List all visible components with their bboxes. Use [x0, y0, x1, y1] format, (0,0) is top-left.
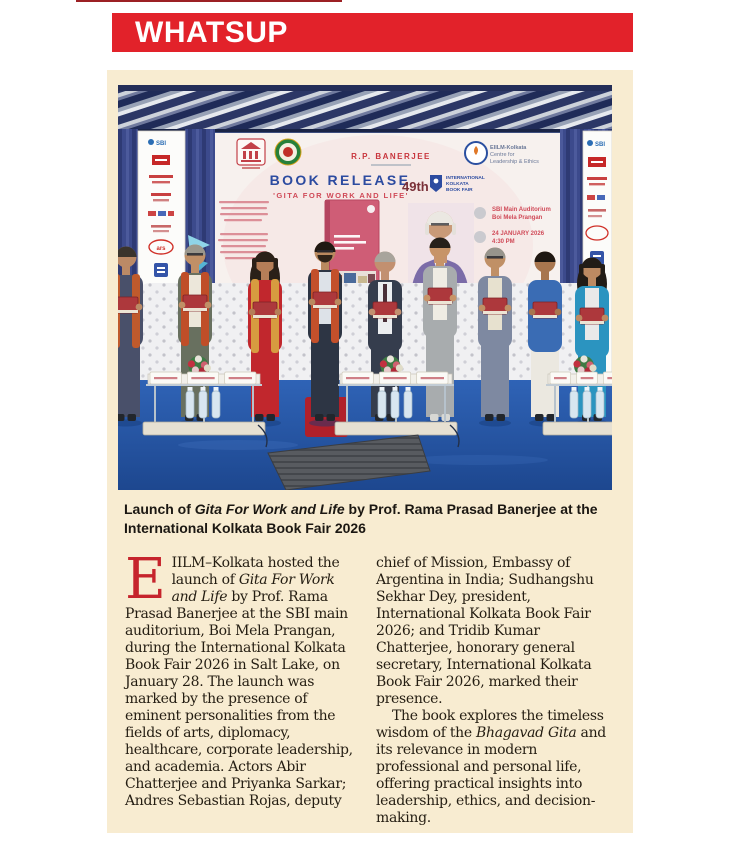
sbi-logo-left: SBI: [156, 141, 167, 147]
event-photo: [118, 85, 612, 490]
venue-line-1: SBI Main Auditorium: [492, 207, 551, 213]
host-line-1: EIILM-Kolkata: [490, 145, 527, 151]
venue-line-2: Boi Mela Prangan: [492, 215, 543, 221]
fair-name-1: INTERNATIONAL: [446, 176, 485, 181]
drop-cap: E: [125, 547, 166, 612]
article-body: [125, 547, 619, 827]
col1-text-2: by Prof. Rama Prasad Banerjee at the SBI main auditorium, Boi Mela Prangan, during the International Kolkata Book Fair 2026 in Salt Lake, on January 28. The launch was marked by the presence of eminent personalities from the fields of arts, diplomacy, healthcare, corporate leadership, and academia. Actors Abir Chatterjee and Priyanka Sarkar; Andres Sebastian Rojas, deputy: [125, 589, 353, 809]
caption-prefix: Launch of: [124, 501, 195, 517]
article-panel: [107, 70, 633, 833]
article-column-2: [376, 555, 619, 827]
event-time: 4:30 PM: [492, 239, 515, 245]
svg-text:ars: ars: [156, 246, 166, 252]
event-title: BOOK RELEASE: [269, 172, 411, 188]
col2-book-title: Bhagavad Gita: [476, 725, 577, 741]
host-line-2: Centre for: [490, 152, 515, 158]
section-title: WHATSUP: [135, 15, 288, 49]
person: [308, 242, 342, 427]
section-banner: [112, 13, 633, 52]
host-line-3: Leadership & Ethics: [490, 159, 539, 165]
green-round-logo: [275, 139, 301, 165]
col2-text-2: and its relevance in modern professional and personal life, offering practical insights into leadership, ethics, and decision-making.: [376, 725, 606, 826]
top-rule: [76, 0, 342, 2]
col1-book-title: Gita For Work and Life: [171, 572, 335, 605]
organizer-name: R.P. BANERJEE: [351, 152, 431, 161]
event-date: 24 JANUARY 2026: [492, 231, 545, 237]
institute-logo: [237, 139, 265, 169]
fair-name-3: BOOK FAIR: [446, 188, 473, 193]
photo-caption: [124, 500, 626, 538]
col2-text-1: The book explores the timeless wisdom of the: [376, 708, 604, 741]
event-photo-svg: [118, 85, 612, 490]
col1-text-1: IILM–Kolkata hosted the launch of: [171, 555, 340, 588]
article-column-1: [125, 547, 354, 827]
sbi-logo-right: SBI: [595, 142, 606, 148]
article-paragraph-2: chief of Mission, Embassy of Argentina in India; Sudhangshu Sekhar Dey, president, International Kolkata Book Fair 2026; and Tridib Kumar Chatterjee, honorary general secretary, International Kolkata Book Fair 2026, marked their presence.: [376, 555, 594, 707]
fair-edition: 49th: [402, 179, 429, 194]
article-paragraph-1: [125, 547, 354, 810]
caption-suffix: by Prof. Rama Prasad Banerjee at the International Kolkata Book Fair 2026: [124, 501, 598, 536]
venue-icon: [474, 207, 486, 219]
tent-drape: [118, 91, 612, 131]
organizer-subline: [371, 164, 411, 166]
fair-name-2: KOLKATA: [446, 182, 469, 187]
caption-book-title: Gita For Work and Life: [194, 501, 345, 517]
event-book-title: 'GITA FOR WORK AND LIFE': [273, 191, 409, 200]
calendar-icon: [474, 231, 486, 243]
article-paragraph-3: [376, 708, 619, 827]
